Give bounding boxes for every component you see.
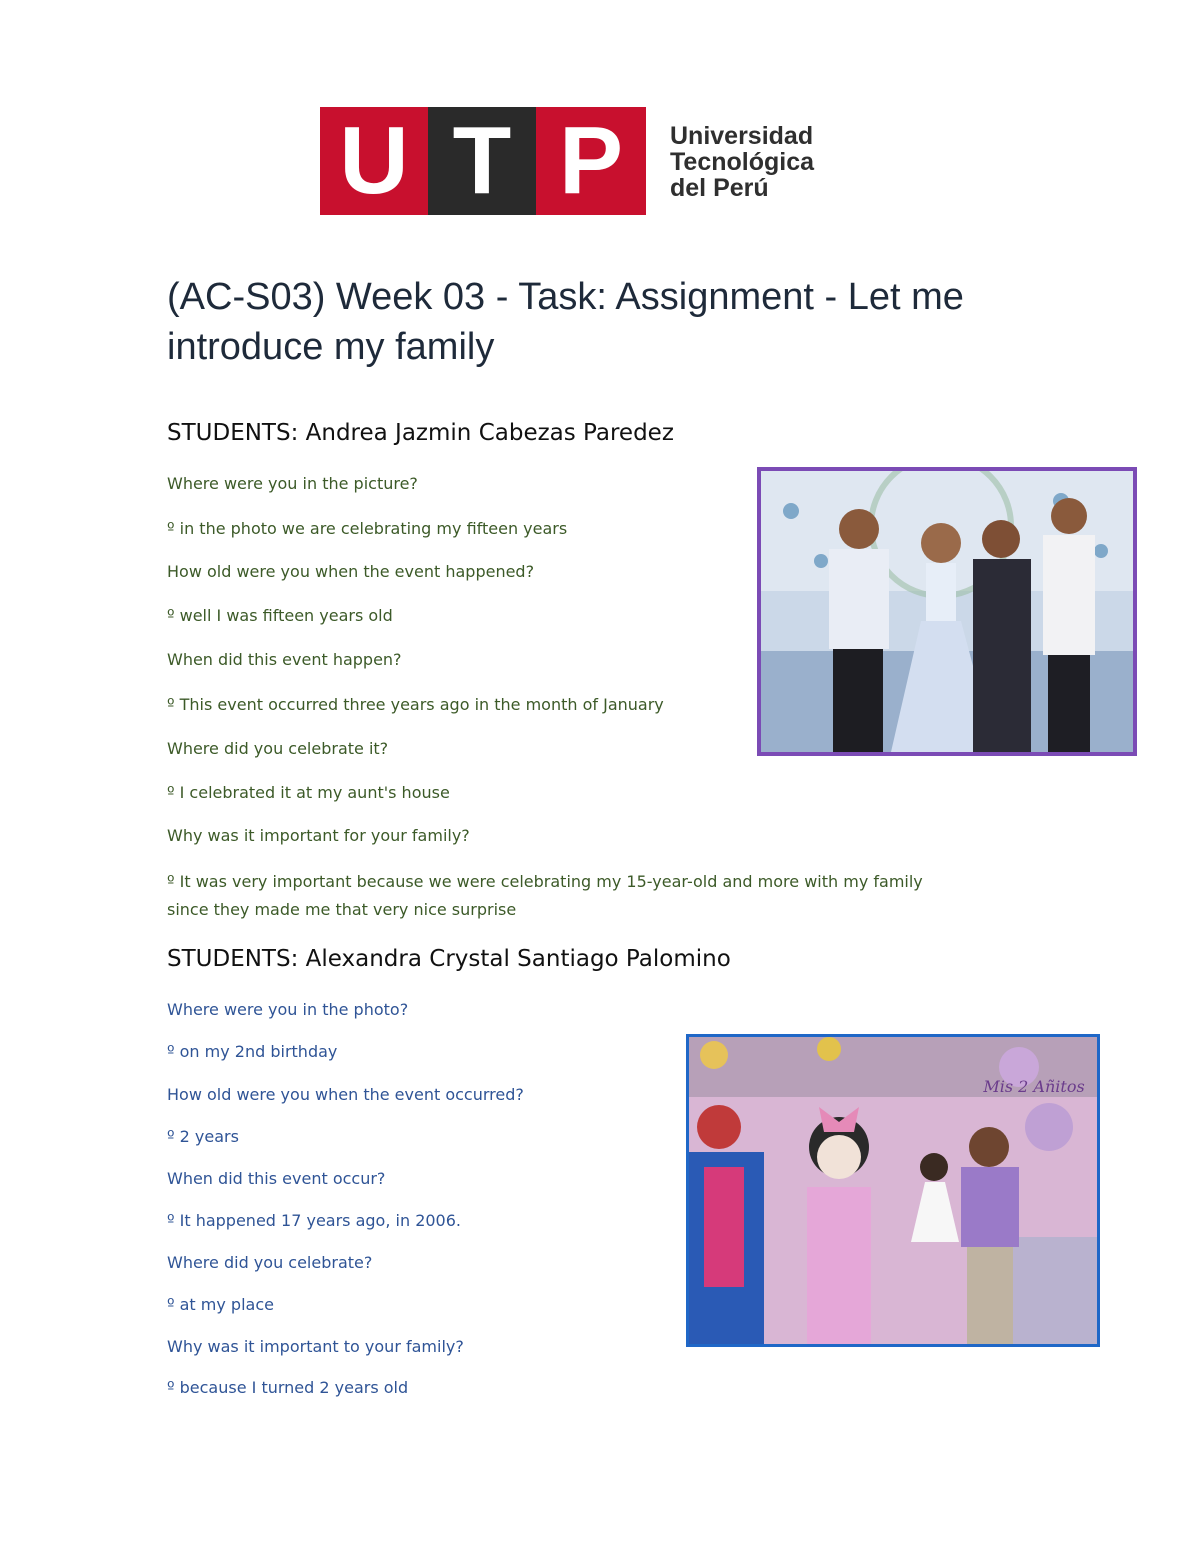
answer: º It happened 17 years ago, in 2006. (167, 1211, 461, 1230)
question: Why was it important for your family? (167, 826, 470, 845)
answer: º It was very important because we were celebrating my 15-year-old and more with my family (167, 872, 923, 891)
answer: º I celebrated it at my aunt's house (167, 783, 450, 802)
student-heading-2: STUDENTS: Alexandra Crystal Santiago Palomino (167, 946, 731, 972)
logo-letter-p: P (536, 107, 646, 215)
quinceanera-family-photo (757, 467, 1137, 756)
question: Why was it important to your family? (167, 1337, 464, 1356)
logo-letter-u: U (320, 107, 428, 215)
question: Where did you celebrate? (167, 1253, 373, 1272)
answer: º on my 2nd birthday (167, 1042, 338, 1061)
question: Where were you in the picture? (167, 474, 418, 493)
question: When did this event happen? (167, 650, 402, 669)
answer: º well I was fifteen years old (167, 606, 393, 625)
answer: º in the photo we are celebrating my fifteen years (167, 519, 568, 538)
question: Where were you in the photo? (167, 1000, 409, 1019)
answer: º because I turned 2 years old (167, 1378, 409, 1397)
university-name-line: Tecnológica (670, 148, 815, 176)
answer: º 2 years (167, 1127, 239, 1146)
answer-continued: since they made me that very nice surprise (167, 900, 517, 919)
question: How old were you when the event occurred? (167, 1085, 524, 1104)
question: Where did you celebrate it? (167, 739, 389, 758)
answer: º This event occurred three years ago in the month of January (167, 695, 664, 714)
answer: º at my place (167, 1295, 274, 1314)
question: How old were you when the event happened? (167, 562, 535, 581)
university-name-line: Universidad (670, 122, 814, 150)
question: When did this event occur? (167, 1169, 386, 1188)
logo-letter-t: T (428, 107, 536, 215)
banner-text: Mis 2 Añitos (983, 1077, 1085, 1096)
university-name-line: del Perú (670, 174, 769, 202)
university-name (670, 123, 814, 201)
birthday-party-photo (686, 1034, 1100, 1347)
student-heading-1: STUDENTS: Andrea Jazmin Cabezas Paredez (167, 420, 674, 446)
page-title: (AC-S03) Week 03 - Task: Assignment - Let me introduce my family (167, 276, 964, 368)
